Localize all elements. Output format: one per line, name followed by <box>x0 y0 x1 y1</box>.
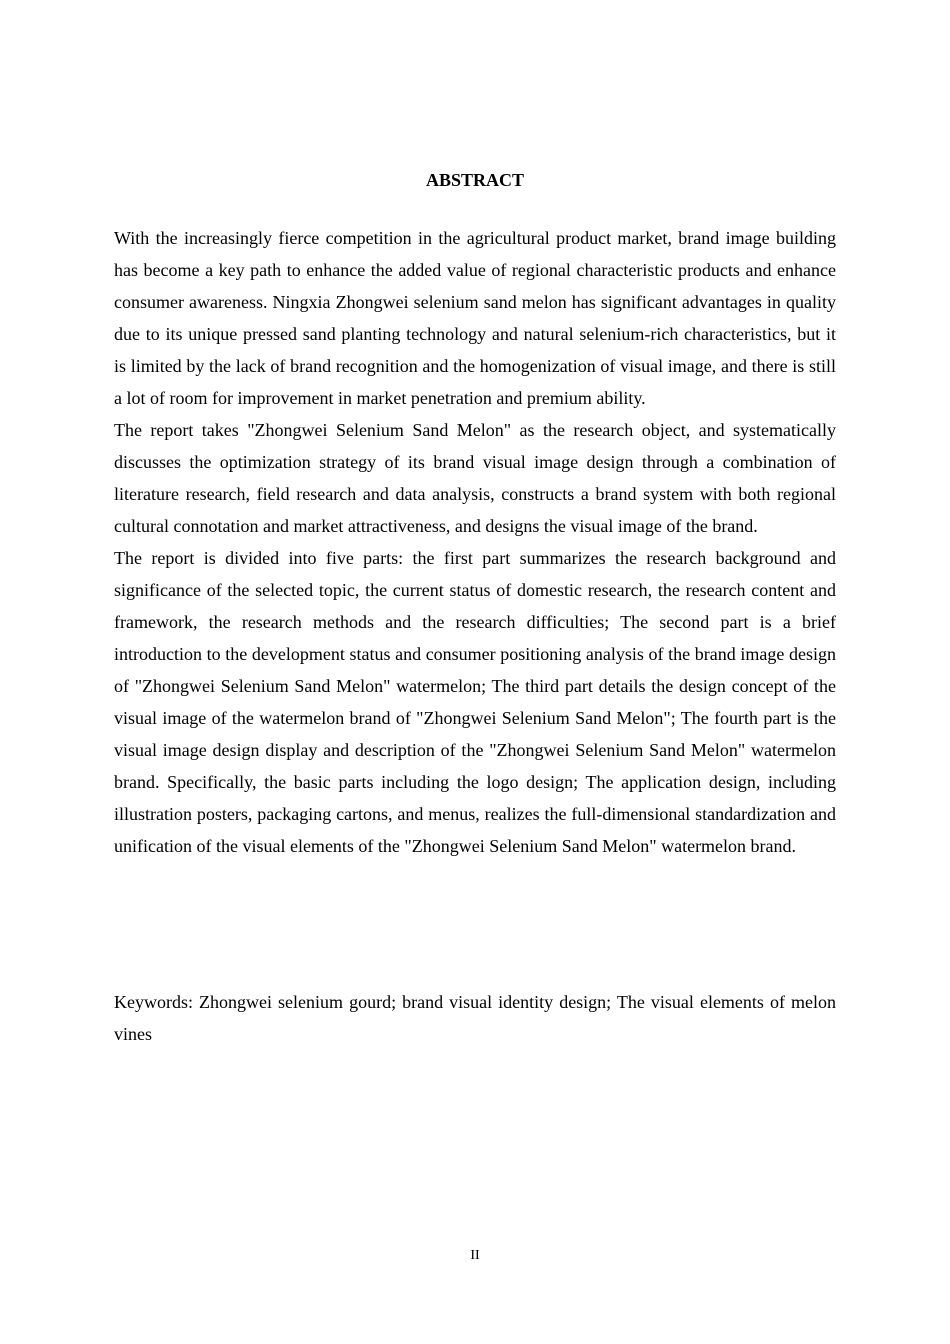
abstract-title: ABSTRACT <box>425 170 525 190</box>
abstract-body <box>114 222 836 862</box>
page-number: II <box>470 1248 480 1263</box>
keywords-line: Keywords: Zhongwei selenium gourd; brand visual identity design; The visual elements of melon vines <box>114 992 836 1044</box>
abstract-paragraph-3: The report is divided into five parts: the first part summarizes the research background and significance of the selected topic, the current status of domestic research, the research content and framework, the research methods and the research difficulties; The second part is a brief introduction to the development status and consumer positioning analysis of the brand image design of "Zhongwei Selenium Sand Melon" watermelon; The third part details the design concept of the visual image of the watermelon brand of "Zhongwei Selenium Sand Melon"; The fourth part is the visual image design display and description of the "Zhongwei Selenium Sand Melon" watermelon brand. Specifically, the basic parts including the logo design; The application design, including illustration posters, packaging cartons, and menus, realizes the full-dimensional standardization and unification of the visual elements of the "Zhongwei Selenium Sand Melon" watermelon brand. <box>114 548 836 856</box>
abstract-paragraph-2: The report takes "Zhongwei Selenium Sand Melon" as the research object, and systematically discusses the optimization strategy of its brand visual image design through a combination of literature research, field research and data analysis, constructs a brand system with both regional cultural connotation and market attractiveness, and designs the visual image of the brand. <box>114 420 836 536</box>
abstract-paragraph-1: With the increasingly fierce competition in the agricultural product market, brand image building has become a key path to enhance the added value of regional characteristic products and enhance consumer awareness. Ningxia Zhongwei selenium sand melon has significant advantages in quality due to its unique pressed sand planting technology and natural selenium-rich characteristics, but it is limited by the lack of brand recognition and the homogenization of visual image, and there is still a lot of room for improvement in market penetration and premium ability. <box>114 228 836 408</box>
